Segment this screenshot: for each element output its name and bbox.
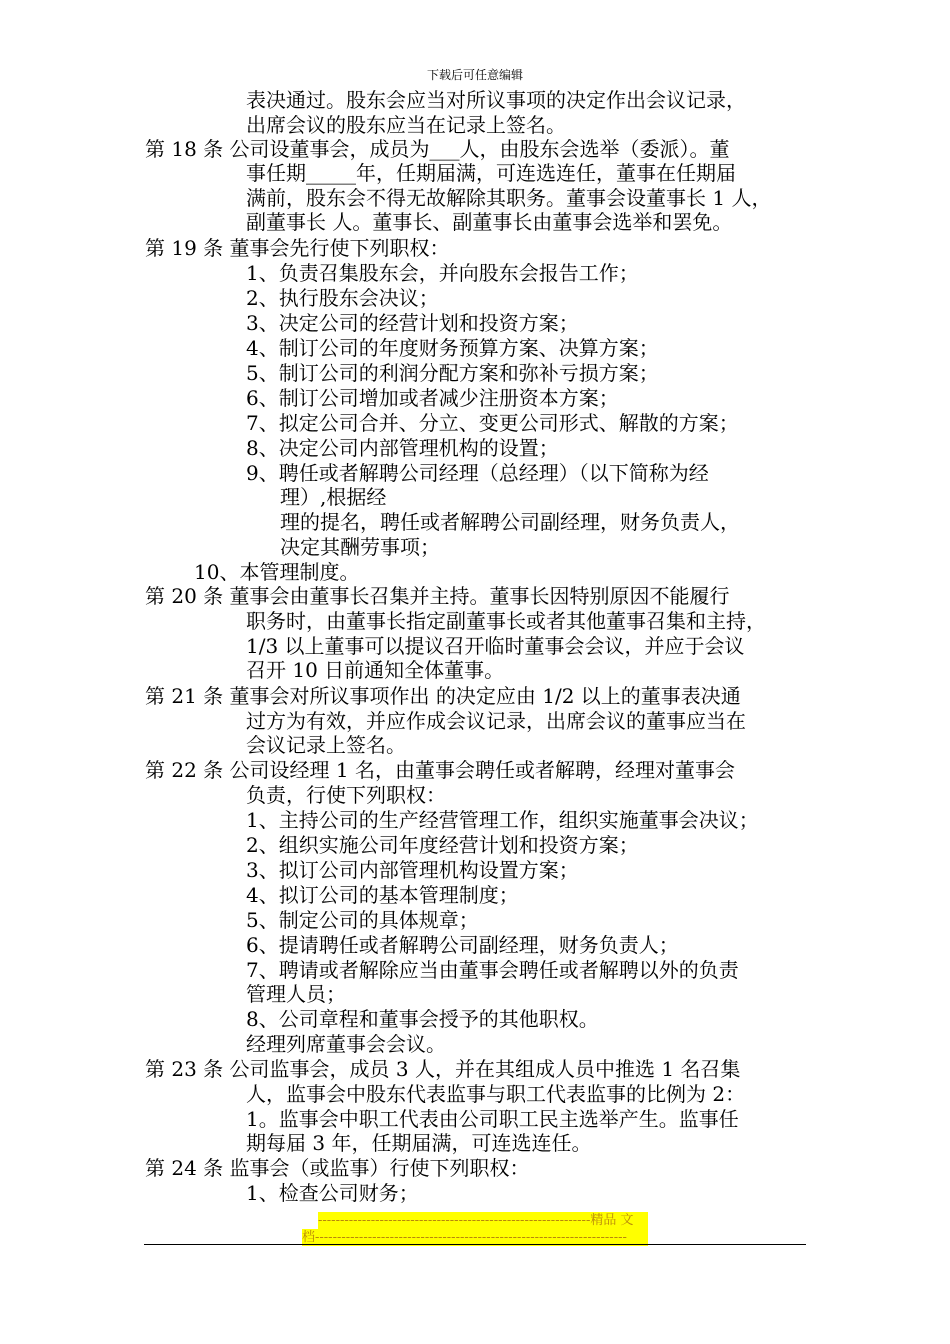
article-24-heading: 第 24 条 监事会（或监事）行使下列职权： — [145, 1156, 530, 1180]
list-item: 1、检查公司财务； — [246, 1181, 419, 1205]
article-19-heading: 第 19 条 董事会先行使下列职权： — [145, 236, 450, 260]
text-line: 管理人员； — [246, 982, 346, 1006]
list-item: 1、负责召集股东会，并向股东会报告工作； — [246, 261, 639, 285]
text-line: 表决通过。股东会应当对所议事项的决定作出会议记录， — [246, 88, 746, 112]
text-line: 职务时，由董事长指定副董事长或者其他董事召集和主持， — [246, 609, 766, 633]
text-line: 副董事长 人。董事长、副董事长由董事会选举和罢免。 — [246, 210, 733, 234]
text-line: 人，监事会中股东代表监事与职工代表监事的比例为 2： — [246, 1082, 746, 1106]
text-line: 事任期_____年，任期届满，可连选连任，董事在任期届 — [246, 161, 736, 185]
text-line: 召开 10 日前通知全体董事。 — [246, 658, 505, 682]
list-item: 9、聘任或者解聘公司经理（总经理）（以下简称为经 — [246, 461, 709, 485]
list-item: 8、公司章程和董事会授予的其他职权。 — [246, 1007, 599, 1031]
text-line: 过方为有效，并应作成会议记录，出席会议的董事应当在 — [246, 709, 746, 733]
list-item: 8、决定公司内部管理机构的设置； — [246, 436, 559, 460]
text-line: 经理列席董事会会议。 — [246, 1032, 446, 1056]
text-line: 理的提名，聘任或者解聘公司副经理，财务负责人， — [280, 510, 740, 534]
list-item: 4、制订公司的年度财务预算方案、决算方案； — [246, 336, 659, 360]
text-line: 期每届 3 年，任期届满，可连选连任。 — [246, 1131, 592, 1155]
list-item: 1、主持公司的生产经营管理工作，组织实施董事会决议； — [246, 808, 759, 832]
list-item: 7、聘请或者解除应当由董事会聘任或者解聘以外的负责 — [246, 958, 739, 982]
list-item: 3、决定公司的经营计划和投资方案； — [246, 311, 579, 335]
article-21-heading: 第 21 条 董事会对所议事项作出 的决定应由 1/2 以上的董事表决通 — [145, 684, 741, 708]
list-item: 3、拟订公司内部管理机构设置方案； — [246, 858, 579, 882]
page-header-note: 下载后可任意编辑 — [426, 68, 523, 82]
text-line: 理）,根据经 — [280, 485, 387, 509]
text-line: 1/3 以上董事可以提议召开临时董事会会议，并应于会议 — [246, 634, 745, 658]
text-line: 会议记录上签名。 — [246, 733, 406, 757]
list-item: 6、提请聘任或者解聘公司副经理，财务负责人； — [246, 933, 679, 957]
list-item: 5、制定公司的具体规章； — [246, 908, 479, 932]
text-line: 负责，行使下列职权： — [246, 783, 446, 807]
text-line: 满前，股东会不得无故解除其职务。董事会设董事长 1 人， — [246, 186, 772, 210]
list-item: 2、组织实施公司年度经营计划和投资方案； — [246, 833, 639, 857]
footer-rule — [144, 1244, 806, 1245]
footer-watermark-line-1: --------------------------------------------------------------精品 文 — [318, 1212, 648, 1229]
list-item: 2、执行股东会决议； — [246, 286, 439, 310]
article-18-heading: 第 18 条 公司设董事会，成员为___人，由股东会选举（委派）。董 — [145, 137, 730, 161]
list-item: 6、制订公司增加或者减少注册资本方案； — [246, 386, 619, 410]
text-line: 决定其酬劳事项； — [280, 535, 440, 559]
article-22-heading: 第 22 条 公司设经理 1 名，由董事会聘任或者解聘，经理对董事会 — [145, 758, 735, 782]
text-line: 1。监事会中职工代表由公司职工民主选举产生。监事任 — [246, 1107, 739, 1131]
list-item: 4、拟订公司的基本管理制度； — [246, 883, 519, 907]
text-line: 出席会议的股东应当在记录上签名。 — [246, 113, 566, 137]
article-20-heading: 第 20 条 董事会由董事长召集并主持。董事长因特别原因不能履行 — [145, 584, 730, 608]
footer-watermark-line-2: 档----------------------------------------------------------------------- — [302, 1229, 648, 1246]
list-item: 10、本管理制度。 — [194, 560, 360, 584]
article-23-heading: 第 23 条 公司监事会，成员 3 人，并在其组成人员中推选 1 名召集 — [145, 1057, 741, 1081]
list-item: 7、拟定公司合并、分立、变更公司形式、解散的方案； — [246, 411, 739, 435]
list-item: 5、制订公司的利润分配方案和弥补亏损方案； — [246, 361, 659, 385]
